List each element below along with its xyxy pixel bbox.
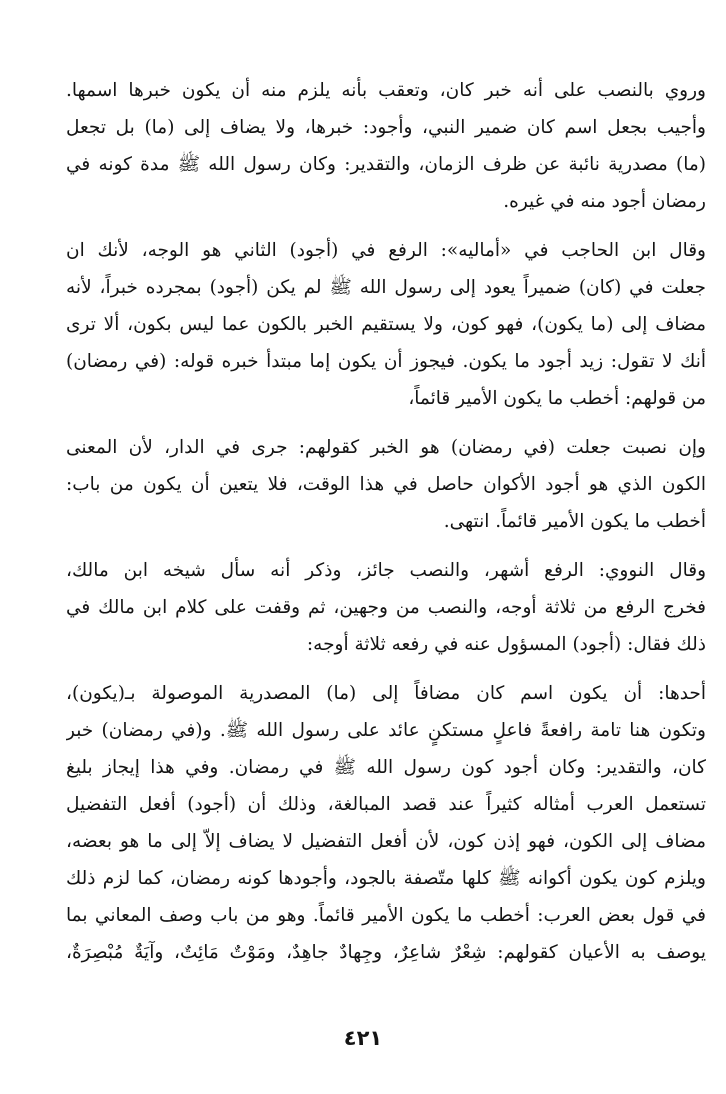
paragraph-4 [66,552,706,663]
text-line: وتكون هنا تامة رافعةً فاعلٍ مستكنٍ عائد على رسول الله ﷺ. و(في رمضان) خبر [66,720,706,741]
text-line: مضاف إلى الكون، فهو إذن كون، لأن أفعل التفضيل لا يضاف إلاّ إلى ما هو بعضه، [66,831,706,852]
text-line: كان، والتقدير: وكان أجود كون رسول الله ﷺ في رمضان. وفي هذا إيجاز بليغ [66,757,706,778]
text-line: فخرج الرفع من ثلاثة أوجه، والنصب من وجهين، ثم وقفت على كلام ابن مالك في [66,597,706,618]
text-line: يوصف به الأعيان كقولهم: شِعْرٌ شاعِرٌ، وجِهادٌ جاهِدٌ، ومَوْتٌ مَائِتٌ، وآيَةٌ مُبْصِرَةٌ، [66,942,706,963]
page-body [66,72,706,971]
text-line: جعلت في (كان) ضميراً يعود إلى رسول الله ﷺ لم يكن (أجود) بمجرده خبراً، لأنه [66,277,706,298]
text-line: الكون الذي هو أجود الأكوان حاصل في هذا الوقت، فلا يتعين أن يكون من باب: [66,474,706,495]
text-line: أحدها: أن يكون اسم كان مضافاً إلى (ما) المصدرية الموصولة بـ(يكون)، [66,683,706,704]
paragraph-5 [66,675,706,971]
text-line: وقال النووي: الرفع أشهر، والنصب جائز، وذكر أنه سأل شيخه ابن مالك، [66,560,706,581]
text-line: وقال ابن الحاجب في «أماليه»: الرفع في (أجود) الثاني هو الوجه، لأنك ان [66,240,706,261]
text-line: ويلزم كون يكون أكوانه ﷺ كلها متّصفة بالجود، وأجودها كونه رمضان، كما لزم ذلك [66,868,706,889]
text-line: (ما) مصدرية نائبة عن ظرف الزمان، والتقدير: وكان رسول الله ﷺ مدة كونه في [66,154,706,175]
text-line: ذلك فقال: (أجود) المسؤول عنه في رفعه ثلاثة أوجه: [306,634,706,655]
paragraph-2 [66,232,706,417]
text-line: أنك لا تقول: زيد أجود ما يكون. فيجوز أن يكون إما مبتدأ خبره قوله: (في رمضان) [66,351,706,372]
text-line: وإن نصبت جعلت (في رمضان) هو الخبر كقولهم: جرى في الدار، لأن المعنى [66,437,706,458]
paragraph-1 [66,72,706,220]
text-line: في قول بعض العرب: أخطب ما يكون الأمير قائماً. وهو من باب وصف المعاني بما [66,905,706,926]
text-line: وروي بالنصب على أنه خبر كان، وتعقب بأنه يلزم منه أن يكون خبرها اسمها. [66,80,706,101]
text-line: تستعمل العرب أمثاله كثيراً عند قصد المبالغة، وذلك أن (أجود) أفعل التفضيل [66,794,706,815]
paragraph-3 [66,429,706,540]
text-line: من قولهم: أخطب ما يكون الأمير قائماً، [408,388,706,409]
page-number: ٤٢١ [343,1026,383,1050]
text-line: مضاف إلى (ما يكون)، فهو كون، ولا يستقيم الخبر بالكون عما ليس بكون، ألا ترى [66,314,706,335]
text-line: أخطب ما يكون الأمير قائماً. انتهى. [443,511,706,532]
text-line: رمضان أجود منه في غيره. [503,191,706,212]
text-line: وأجيب بجعل اسم كان ضمير النبي، وأجود: خبرها، ولا يضاف إلى (ما) بل تجعل [66,117,706,138]
